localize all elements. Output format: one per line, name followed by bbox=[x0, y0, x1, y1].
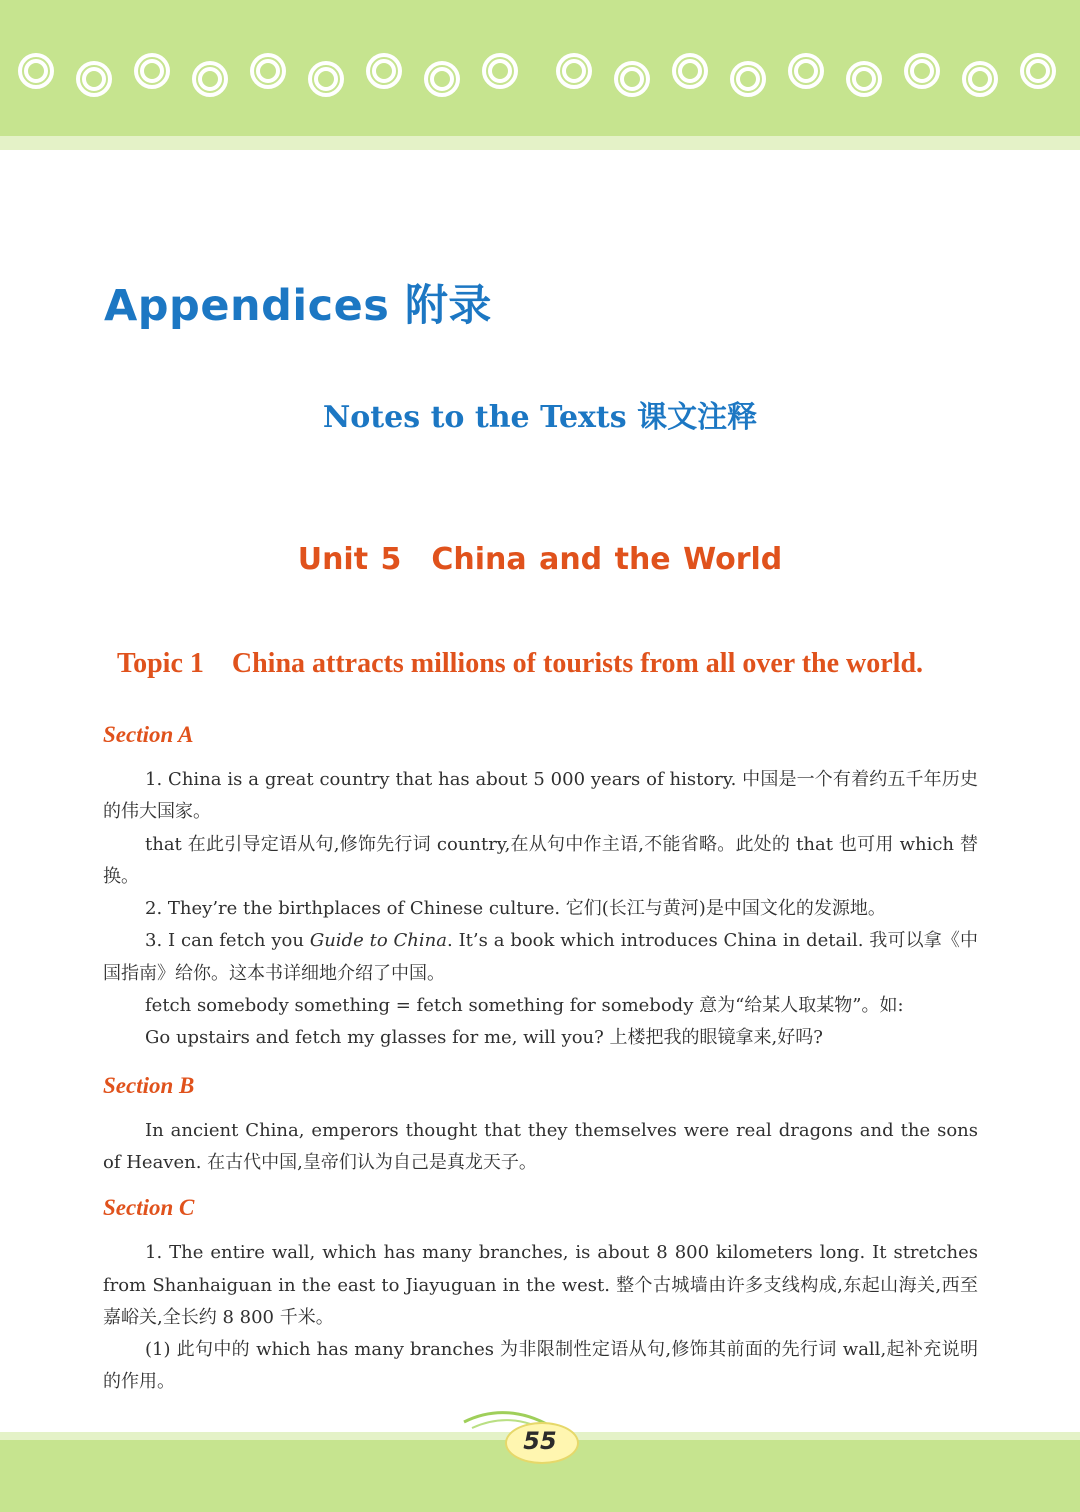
note-3-text-end: . It’s a book which introduces China in detail. 我可以拿《中国指南》给你。这本书详细地介绍了中国。 bbox=[103, 930, 978, 984]
section-c-title: Section C bbox=[103, 1195, 195, 1221]
section-b-note: In ancient China, emperors thought that they themselves were real dragons and the sons of Heaven. 在古代中国,皇帝们认为自己是真龙天子。 bbox=[103, 1119, 978, 1173]
topic-label: Topic 1 bbox=[117, 648, 204, 679]
notes-content bbox=[103, 718, 978, 1399]
topic-title: China attracts millions of tourists from all over the world. bbox=[231, 648, 924, 679]
topic-heading bbox=[117, 648, 923, 680]
section-a-note-3 bbox=[103, 925, 978, 990]
section-b-title: Section B bbox=[103, 1072, 195, 1098]
section-a-title: Section A bbox=[103, 722, 194, 747]
section-c-note-1-explanation: (1) 此句中的 which has many branches 为非限制性定语从句,修饰其前面的先行词 wall,起补充说明的作用。 bbox=[103, 1339, 978, 1393]
section-a-note-1-explanation: that 在此引导定语从句,修饰先行词 country,在从句中作主语,不能省略。此处的 that 也可用 which 替换。 bbox=[103, 833, 978, 887]
top-band-stripe bbox=[0, 136, 1080, 150]
section-a-note-2: 2. They’re the birthplaces of Chinese culture. 它们(长江与黄河)是中国文化的发源地。 bbox=[145, 898, 886, 920]
section-a-note-1: 1. China is a great country that has about 5 000 years of history. 中国是一个有着约五千年历史的伟大国家。 bbox=[103, 769, 978, 823]
ring-binding-decoration bbox=[0, 0, 1080, 136]
page-number: 55 bbox=[523, 1427, 557, 1455]
note-3-text-start: 3. I can fetch you bbox=[145, 930, 310, 952]
notes-title: Notes to the Texts 课文注释 bbox=[322, 400, 758, 435]
section-a-note-3-usage: fetch somebody something = fetch something for somebody 意为“给某人取某物”。如: bbox=[145, 995, 904, 1017]
section-a-note-3-example: Go upstairs and fetch my glasses for me, will you? 上楼把我的眼镜拿来,好吗? bbox=[145, 1027, 823, 1049]
section-c-note-1: 1. The entire wall, which has many branches, is about 8 800 kilometers long. It stretches from Shanhaiguan in the east to Jiayuguan in the west. 整个古城墙由许多支线构成,东起山海关,西至嘉峪关,全长约 8 800 千米。 bbox=[103, 1242, 978, 1328]
appendix-title: Appendices 附录 bbox=[104, 281, 492, 331]
book-title: Guide to China bbox=[309, 930, 447, 952]
unit-title: Unit 5 China and the World bbox=[297, 542, 783, 577]
